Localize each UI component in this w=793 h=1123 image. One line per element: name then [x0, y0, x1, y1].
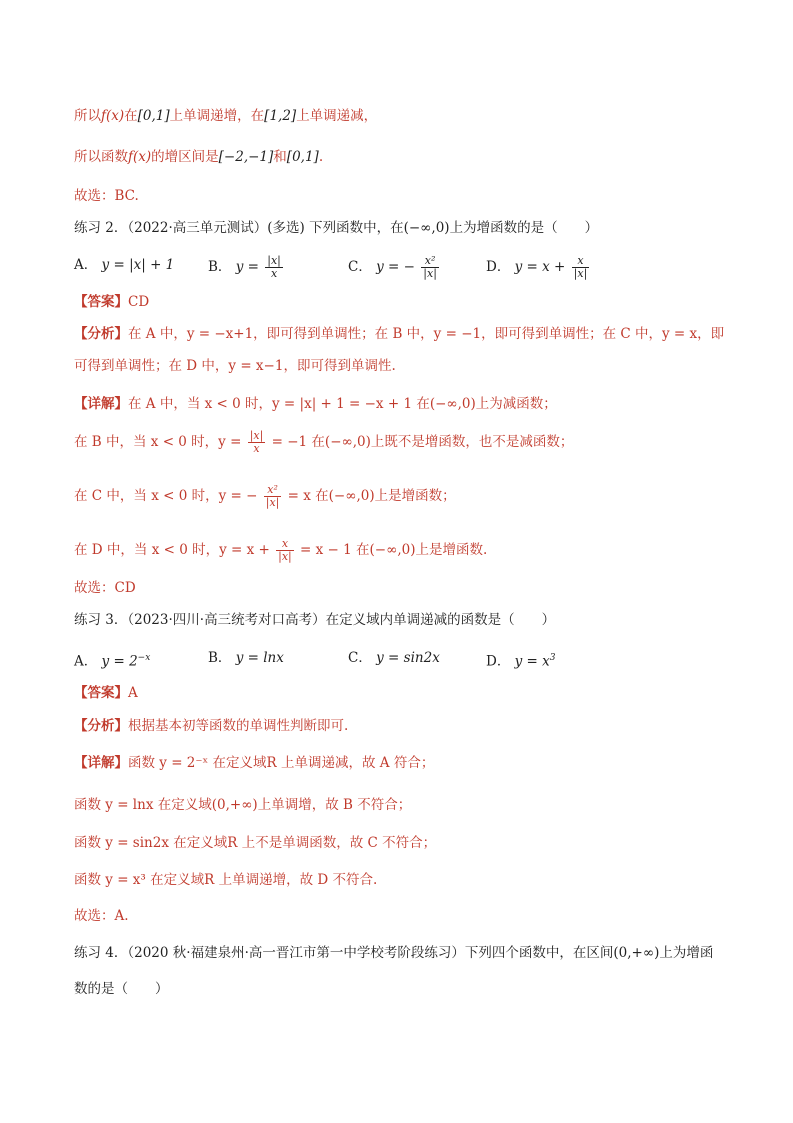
exercise-4-title-line-1: 练习 4．（2020 秋·福建泉州·高一晋江市第一中学校考阶段练习）下列四个函数中，在区间(0,+∞)上为增函: [74, 945, 714, 961]
text-line-2: 所以函数f(x)的增区间是[−2,−1]和[0,1].: [74, 149, 324, 165]
ex2-detail-a: 【详解】在 A 中，当 x < 0 时，y = |x| + 1 = −x + 1 在(−∞,0)上为减函数；: [74, 396, 557, 412]
ex2-option-a: A． y = |x| + 1: [74, 257, 175, 273]
ex3-option-a: A． $y = 2^{-x}$: [74, 653, 151, 670]
text-line-1: 所以f(x)在[0,1]上单调递增，在[1,2]上单调递减，: [74, 108, 378, 124]
ex2-detail-c: 在 C 中，当 x < 0 时，y = − $\frac{\text{x²}}{|x|}$ = x 在(−∞,0)上是增函数；: [74, 483, 456, 509]
ex3-detail-a: 【详解】函数 y = 2⁻ˣ 在定义域R 上单调递减，故 A 符合；: [74, 755, 435, 771]
exercise-4-title-line-2: 数的是（ ）: [74, 981, 169, 997]
ex3-choice: 故选：A.: [74, 908, 129, 924]
ex2-detail-d: 在 D 中，当 x < 0 时，y = x + $\frac{x}{|x|}$ = x − 1 在(−∞,0)上是增函数.: [74, 537, 488, 563]
ex2-answer: 【答案】CD: [74, 294, 150, 310]
ex3-detail-d: 函数 y = x³ 在定义域R 上单调递增，故 D 不符合.: [74, 872, 378, 888]
exercise-3-title: 练习 3．（2023·四川·高三统考对口高考）在定义域内单调递减的函数是（ ）: [74, 612, 556, 628]
ex2-analysis-line-2: 可得到单调性；在 D 中，y = x−1，即可得到单调性.: [74, 358, 396, 374]
ex3-analysis: 【分析】根据基本初等函数的单调性判断即可.: [74, 718, 349, 734]
ex2-analysis-line-1: 【分析】在 A 中，y = −x+1，即可得到单调性；在 B 中，y = −1，即可得到单调性；在 C 中，y = x，即: [74, 326, 725, 342]
ex2-choice: 故选：CD: [74, 580, 136, 596]
ex3-detail-b: 函数 y = lnx 在定义域(0,+∞)上单调增，故 B 不符合；: [74, 797, 412, 813]
ex2-option-b: B． y = $\frac{|x|}{x}$: [208, 254, 281, 280]
choice-bc: 故选：BC.: [74, 188, 139, 204]
ex3-option-d: D． $y = x^3$: [486, 653, 556, 670]
ex3-option-c: C． y = sin2x: [348, 650, 440, 666]
exercise-2-title: 练习 2．（2022·高三单元测试）(多选) 下列函数中，在(−∞,0)上为增函数的是（ ）: [74, 220, 599, 236]
ex3-option-b: B． y = lnx: [208, 650, 284, 666]
ex2-option-c: C． y = − $\frac{\text{x²}}{|x|}$: [348, 254, 437, 280]
ex2-option-d: D． y = x + $\frac{x}{|x|}$: [486, 254, 588, 280]
ex2-detail-b: 在 B 中，当 x < 0 时，y = $\frac{|x|}{x}$ = −1 在(−∞,0)上既不是增函数，也不是减函数；: [74, 429, 574, 455]
ex3-answer: 【答案】A: [74, 685, 138, 701]
ex3-detail-c: 函数 y = sin2x 在定义域R 上不是单调函数，故 C 不符合；: [74, 835, 437, 851]
